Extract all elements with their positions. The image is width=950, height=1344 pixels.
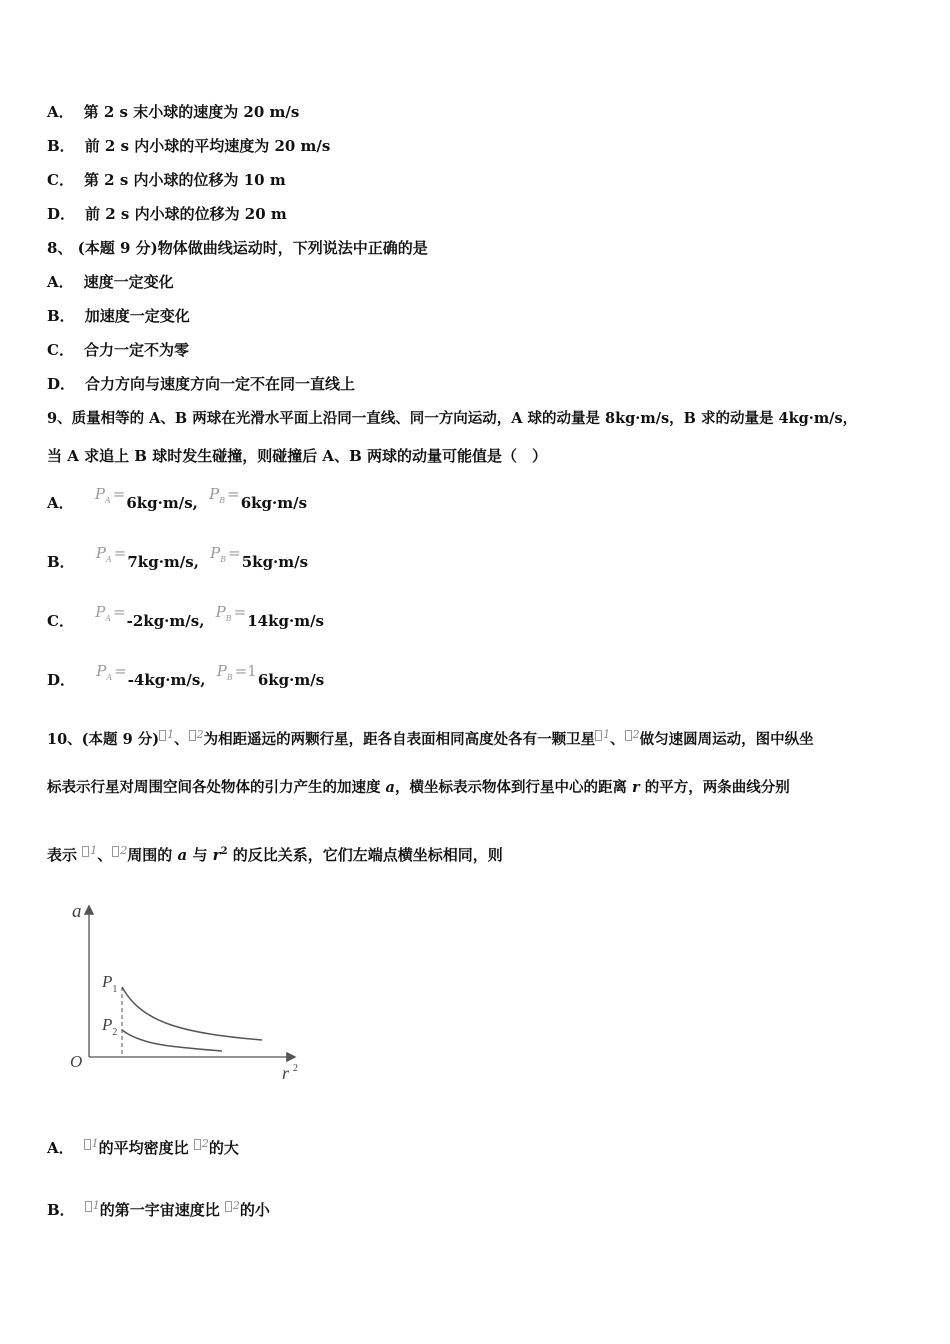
q9-stem-line1: 9、质量相等的 A、B 两球在光滑水平面上沿同一直线、同一方向运动，A 球的动量是 8kg·m/s，B 求的动量是 4kg·m/s， [47, 410, 858, 427]
origin-label: O [70, 1052, 83, 1071]
planet-p2-symbol: 2 [194, 1137, 209, 1150]
planet-p2-symbol: 2 [189, 728, 204, 741]
q10-option-b: B． $^1$的第一宇宙速度比 $^2$的小 [47, 1199, 270, 1219]
planet-p2-symbol: 2 [112, 844, 127, 857]
curve-p1 [122, 987, 262, 1040]
pa-symbol: $P_A$ [96, 662, 113, 682]
q7-option-c: C． 第 2 s 内小球的位移为 10 m [47, 171, 286, 189]
p1-label: $P_1$ [102, 972, 118, 995]
pb-symbol: $P_B$ [215, 603, 232, 623]
pa-symbol: $P_A$ [94, 485, 111, 505]
planet-p1-symbol: 1 [159, 728, 174, 741]
q7-option-d: D． 前 2 s 内小球的位移为 20 m [47, 205, 287, 223]
pa-symbol: $P_A$ [95, 544, 112, 564]
satellite-s2-symbol: 2 [625, 728, 640, 741]
q7-option-a: A． 第 2 s 末小球的速度为 20 m/s [47, 103, 300, 121]
x-axis-exponent: 2 [293, 1063, 298, 1074]
q7-option-b: B． 前 2 s 内小球的平均速度为 20 m/s [47, 137, 331, 155]
planet-p2-symbol: 2 [225, 1199, 240, 1212]
q9-option-c: C． $P_A =-2kg\cdot m/s$, $P_B =14kg\cdot m/s$ [47, 603, 325, 630]
q8-option-a: A． 速度一定变化 [47, 273, 174, 291]
satellite-s1-symbol: 1 [595, 728, 610, 741]
x-axis-label: r [282, 1063, 290, 1083]
q10-stem-line1: 10、(本题 9 分) $^1$、 $^2$为相距遥远的两颗行星，距各自表面相同高度处各有一颗卫星 $^1$、 $^2$做匀速圆周运动，图中纵坐 [47, 728, 814, 748]
q10-option-a: A． $^1$的平均密度比 $^2$的大 [47, 1137, 239, 1157]
planet-p1-symbol: 1 [82, 844, 97, 857]
q8-option-d: D． 合力方向与速度方向一定不在同一直线上 [47, 375, 356, 393]
pa-symbol: $P_A$ [95, 603, 112, 623]
q8-stem: 8、 (本题 9 分)物体做曲线运动时，下列说法中正确的是 [47, 239, 428, 257]
q9-stem-line2: 当 A 求追上 B 球时发生碰撞，则碰撞后 A、B 两球的动量可能值是（ ） [47, 447, 547, 465]
planet-p1-symbol: 1 [84, 1137, 99, 1150]
p2-label: $P_2$ [102, 1015, 118, 1038]
q9-option-b: B． $P_A =7kg\cdot m/s$, $P_B =5kg\cdot m/s$ [47, 544, 309, 571]
q8-option-c: C． 合力一定不为零 [47, 341, 189, 359]
q8-option-b: B． 加速度一定变化 [47, 307, 190, 325]
q10-stem-line2: 标表示行星对周围空间各处物体的引力产生的加速度 a，横坐标表示物体到行星中心的距离 r 的平方，两条曲线分别 [47, 779, 790, 796]
pb-symbol: $P_B$ [210, 544, 227, 564]
q9-option-d: D． $P_A =-4kg\cdot m/s$, $P_B =16kg\cdot m/s$ [47, 662, 325, 689]
pb-symbol: $P_B$ [216, 662, 233, 682]
planet-p1-symbol: 1 [85, 1199, 100, 1212]
acceleration-graph [62, 895, 312, 1090]
y-axis-label: a [72, 901, 82, 922]
q10-stem-line3: 表示 $^1$、 $^2$周围的 a 与 $r^2$ 的反比关系，它们左端点横坐标相同，则 [47, 844, 503, 864]
pb-symbol: $P_B$ [209, 485, 226, 505]
q9-option-a: A． $P_A =6kg\cdot m/s$, $P_B =6kg\cdot m/s$ [47, 485, 308, 512]
